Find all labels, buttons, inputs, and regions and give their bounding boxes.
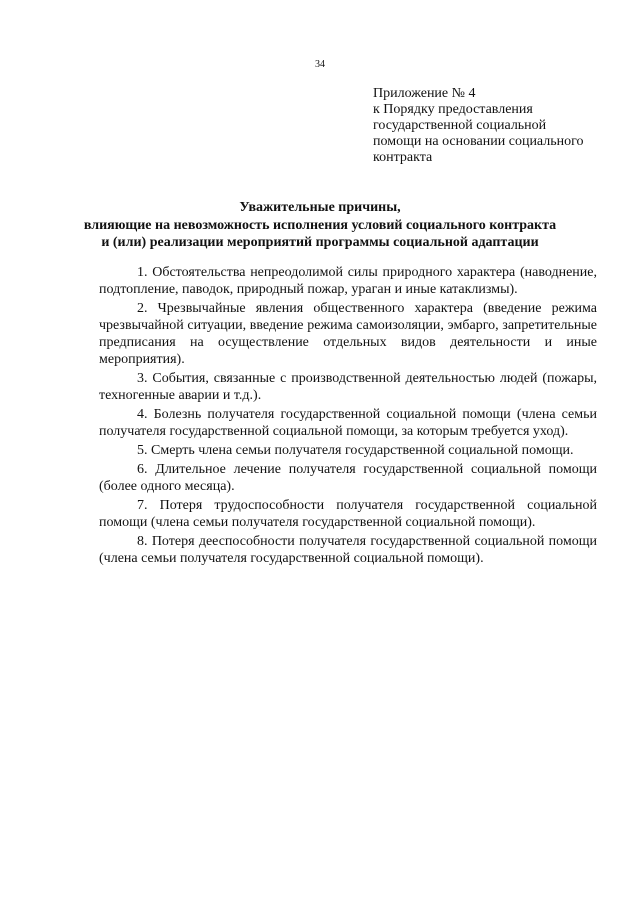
appendix-line: к Порядку предоставления	[373, 102, 533, 117]
appendix-line: помощи на основании социального	[373, 134, 584, 149]
document-title	[60, 199, 580, 252]
paragraph-item: 4. Болезнь получателя государственной социальной помощи (члена семьи получателя государственной социальной помощи, за которым требуется уход).	[99, 407, 597, 439]
document-body	[99, 264, 597, 569]
paragraph-item: 3. События, связанные с производственной деятельностью людей (пожары, техногенные аварии и т.д.).	[99, 371, 597, 403]
appendix-line: Приложение № 4	[373, 86, 476, 101]
paragraph-item: 8. Потеря дееспособности получателя государственной социальной помощи (члена семьи получателя государственной социальной помощи).	[99, 534, 597, 566]
appendix-header	[373, 86, 623, 166]
title-line: Уважительные причины,	[239, 200, 401, 215]
paragraph-item: 5. Смерть члена семьи получателя государственной социальной помощи.	[137, 443, 574, 458]
title-line: и (или) реализации мероприятий программы социальной адаптации	[101, 235, 539, 250]
paragraph-item: 2. Чрезвычайные явления общественного характера (введение режима чрезвычайной ситуации, введение режима самоизоляции, эмбарго, запретительные предписания на осуществление отдельных видов деятельности и иные мероприятия).	[99, 301, 597, 367]
appendix-line: государственной социальной	[373, 118, 547, 133]
page-number: 34	[315, 59, 325, 70]
paragraph-item: 6. Длительное лечение получателя государственной социальной помощи (более одного месяца).	[99, 462, 597, 494]
paragraph-item: 1. Обстоятельства непреодолимой силы природного характера (наводнение, подтопление, паводок, природный пожар, ураган и иные катаклизмы).	[99, 265, 597, 297]
title-line: влияющие на невозможность исполнения условий социального контракта	[83, 217, 557, 233]
appendix-line: контракта	[373, 150, 433, 165]
paragraph-item: 7. Потеря трудоспособности получателя государственной социальной помощи (члена семьи получателя государственной социальной помощи).	[99, 498, 597, 530]
